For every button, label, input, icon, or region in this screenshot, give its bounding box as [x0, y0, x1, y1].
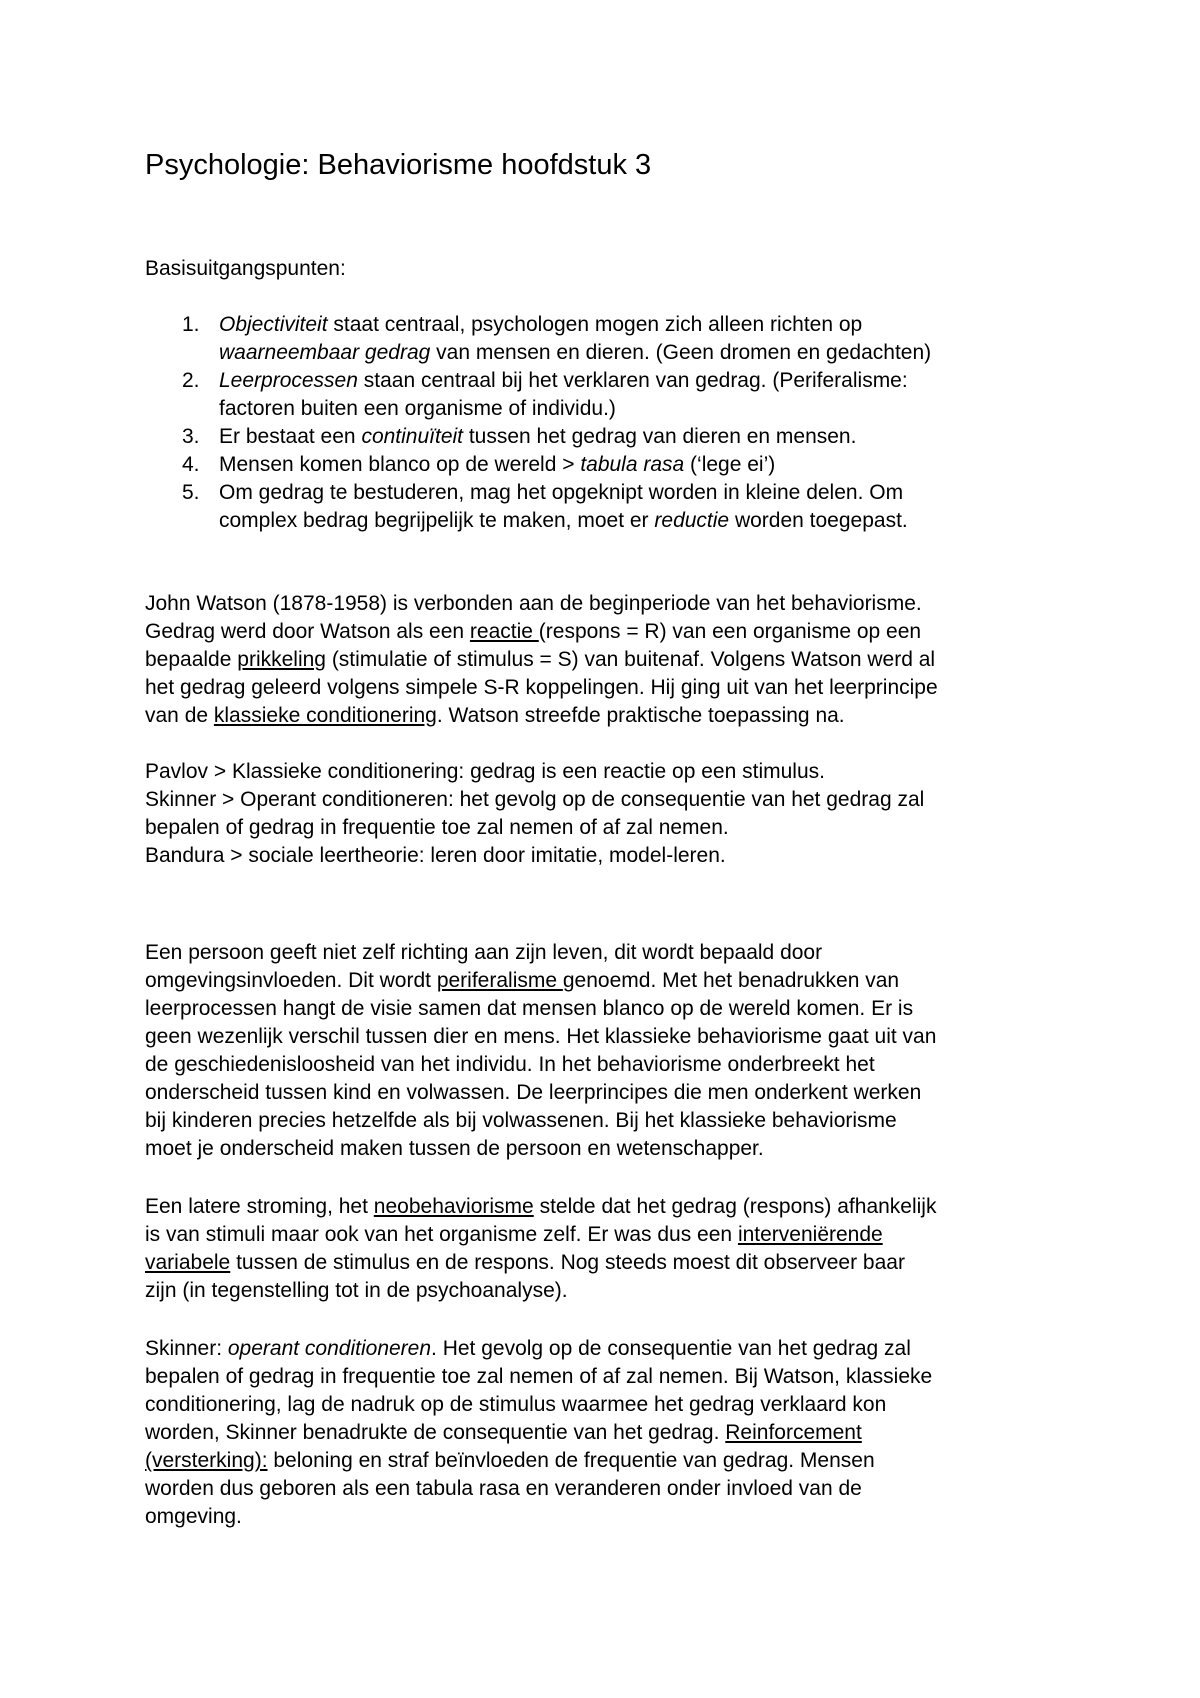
text-run: leerprocessen hangt de visie samen dat mensen blanco op de wereld komen. Er is: [145, 997, 914, 1020]
text-line: [145, 939, 1090, 967]
text-run: zijn (in tegenstelling tot in de psychoanalyse).: [145, 1279, 568, 1302]
basis-heading: Basisuitgangspunten:: [145, 257, 346, 280]
text-line: [219, 507, 1090, 535]
text-line: [145, 646, 1090, 674]
text-line: [145, 702, 1090, 730]
text-run: Gedrag werd door Watson als een: [145, 620, 470, 643]
italic-term: Objectiviteit: [219, 313, 328, 336]
list-item: [145, 311, 1090, 367]
text-line: [145, 967, 1090, 995]
text-line: [145, 1135, 1090, 1163]
list-item: [145, 367, 1090, 423]
text-run: conditionering, lag de nadruk op de stimulus waarmee het gedrag verklaard kon: [145, 1393, 887, 1416]
text-line: [145, 814, 1090, 842]
text-run: (stimulatie of stimulus = S) van buitenaf. Volgens Watson werd al: [325, 648, 936, 671]
italic-term: operant conditioneren: [227, 1337, 432, 1360]
text-run: (‘lege ei’): [684, 453, 776, 476]
text-line: [145, 1249, 1090, 1277]
text-run: omgevingsinvloeden. Dit wordt: [145, 969, 437, 992]
text-line: [145, 758, 1090, 786]
list-item-number: 5.: [182, 481, 200, 504]
text-run: bepalen of gedrag in frequentie toe zal nemen of af zal nemen. Bij Watson, klassieke: [145, 1365, 933, 1388]
text-line: [145, 1107, 1090, 1135]
text-run: factoren buiten een organisme of individu.): [219, 397, 616, 420]
text-run: worden toegepast.: [729, 509, 908, 532]
list-item-number: 1.: [182, 313, 200, 336]
italic-term: waarneembaar gedrag: [219, 341, 431, 364]
text-run: worden dus geboren als een tabula rasa en veranderen onder invloed van de: [145, 1477, 862, 1500]
text-run: worden, Skinner benadrukte de consequentie van het gedrag.: [145, 1421, 726, 1444]
list-item: [145, 451, 1090, 479]
text-line: [145, 1335, 1090, 1363]
underlined-term: Reinforcement: [725, 1421, 862, 1444]
text-line: [145, 1023, 1090, 1051]
text-run: de geschiedenisloosheid van het individu. In het behaviorisme onderbreekt het: [145, 1053, 875, 1076]
text-line: [145, 1363, 1090, 1391]
text-line: [145, 1277, 1090, 1305]
text-line: [145, 1391, 1090, 1419]
list-item-number: 3.: [182, 425, 200, 448]
list-item: [145, 423, 1090, 451]
text-run: John Watson (1878-1958) is verbonden aan de beginperiode van het behaviorisme.: [145, 592, 922, 615]
text-run: bepaalde: [145, 648, 238, 671]
text-run: geen wezenlijk verschil tussen dier en mens. Het klassieke behaviorisme gaat uit van: [145, 1025, 937, 1048]
text-line: [145, 1419, 1090, 1447]
text-run: bij kinderen precies hetzelfde als bij volwassenen. Bij het klassieke behaviorisme: [145, 1109, 897, 1132]
underlined-term: klassieke conditionering: [213, 704, 437, 727]
text-run: van mensen en dieren. (Geen dromen en gedachten): [430, 341, 932, 364]
list-item-number: 4.: [182, 453, 200, 476]
periferalisme-paragraph: [145, 939, 1090, 1163]
underlined-term: reactie: [469, 620, 539, 643]
text-run: Skinner:: [145, 1337, 228, 1360]
text-run: . Watson streefde praktische toepassing na.: [436, 704, 845, 727]
text-line: [145, 1503, 1090, 1531]
text-run: Een persoon geeft niet zelf richting aan zijn leven, dit wordt bepaald door: [145, 941, 823, 964]
text-run: beloning en straf beïnvloeden de frequentie van gedrag. Mensen: [267, 1449, 875, 1472]
text-run: onderscheid tussen kind en volwassen. De leerprincipes die men onderkent werken: [145, 1081, 922, 1104]
text-run: (respons = R) van een organisme op een: [538, 620, 922, 643]
text-run: staan centraal bij het verklaren van gedrag. (Periferalisme:: [357, 369, 908, 392]
text-line: [145, 618, 1090, 646]
document-title: Psychologie: Behaviorisme hoofdstuk 3: [145, 149, 652, 181]
text-line: [145, 590, 1090, 618]
text-line: [145, 1193, 1090, 1221]
text-line: [145, 1475, 1090, 1503]
text-run: is van stimuli maar ook van het organisme zelf. Er was dus een: [145, 1223, 738, 1246]
text-run: genoemd. Met het benadrukken van: [562, 969, 900, 992]
text-run: van de: [145, 704, 214, 727]
text-line: [219, 451, 1090, 479]
theorists-paragraph: [145, 758, 1090, 870]
text-line: [145, 674, 1090, 702]
underlined-term: prikkeling: [237, 648, 326, 671]
underlined-term: interveniërende: [737, 1223, 883, 1246]
text-run: Om gedrag te bestuderen, mag het opgeknipt worden in kleine delen. Om: [219, 481, 904, 504]
text-run: omgeving.: [145, 1505, 242, 1528]
text-line: [219, 367, 1090, 395]
text-run: moet je onderscheid maken tussen de persoon en wetenschapper.: [145, 1137, 764, 1160]
text-line: [219, 479, 1090, 507]
text-run: . Het gevolg op de consequentie van het gedrag zal: [431, 1337, 911, 1360]
basis-points-list: [145, 311, 1090, 535]
text-line: [145, 786, 1090, 814]
italic-term: continuïteit: [361, 425, 464, 448]
text-line: [219, 395, 1090, 423]
text-run: het gedrag geleerd volgens simpele S-R koppelingen. Hij ging uit van het leerprincipe: [145, 676, 938, 699]
text-line: [145, 1051, 1090, 1079]
italic-term: reductie: [654, 509, 730, 532]
underlined-term: (versterking):: [145, 1449, 268, 1472]
text-line: [145, 995, 1090, 1023]
underlined-term: variabele: [145, 1251, 231, 1274]
text-line: [145, 842, 1090, 870]
text-line: [219, 339, 1090, 367]
text-run: stelde dat het gedrag (respons) afhankelijk: [533, 1195, 937, 1218]
text-run: bepalen of gedrag in frequentie toe zal nemen of af zal nemen.: [145, 816, 729, 839]
text-run: Mensen komen blanco op de wereld >: [219, 453, 581, 476]
skinner-paragraph: [145, 1335, 1090, 1531]
underlined-term: neobehaviorisme: [373, 1195, 534, 1218]
text-run: Bandura > sociale leertheorie: leren door imitatie, model-leren.: [145, 844, 726, 867]
text-run: Skinner > Operant conditioneren: het gevolg op de consequentie van het gedrag zal: [145, 788, 925, 811]
list-item-number: 2.: [182, 369, 200, 392]
italic-term: Leerprocessen: [219, 369, 358, 392]
italic-term: tabula rasa: [580, 453, 685, 476]
watson-paragraph: [145, 590, 1090, 730]
text-run: Er bestaat een: [219, 425, 362, 448]
text-run: Een latere stroming, het: [145, 1195, 374, 1218]
text-run: Pavlov > Klassieke conditionering: gedrag is een reactie op een stimulus.: [145, 760, 825, 783]
text-run: staat centraal, psychologen mogen zich alleen richten op: [327, 313, 863, 336]
text-line: [219, 311, 1090, 339]
text-run: complex bedrag begrijpelijk te maken, moet er: [219, 509, 655, 532]
text-line: [219, 423, 1090, 451]
text-line: [145, 1447, 1090, 1475]
underlined-term: periferalisme: [436, 969, 563, 992]
neobehaviorisme-paragraph: [145, 1193, 1090, 1305]
text-run: tussen de stimulus en de respons. Nog steeds moest dit observeer baar: [230, 1251, 905, 1274]
text-run: tussen het gedrag van dieren en mensen.: [463, 425, 857, 448]
list-item: [145, 479, 1090, 535]
text-line: [145, 1079, 1090, 1107]
text-line: [145, 1221, 1090, 1249]
